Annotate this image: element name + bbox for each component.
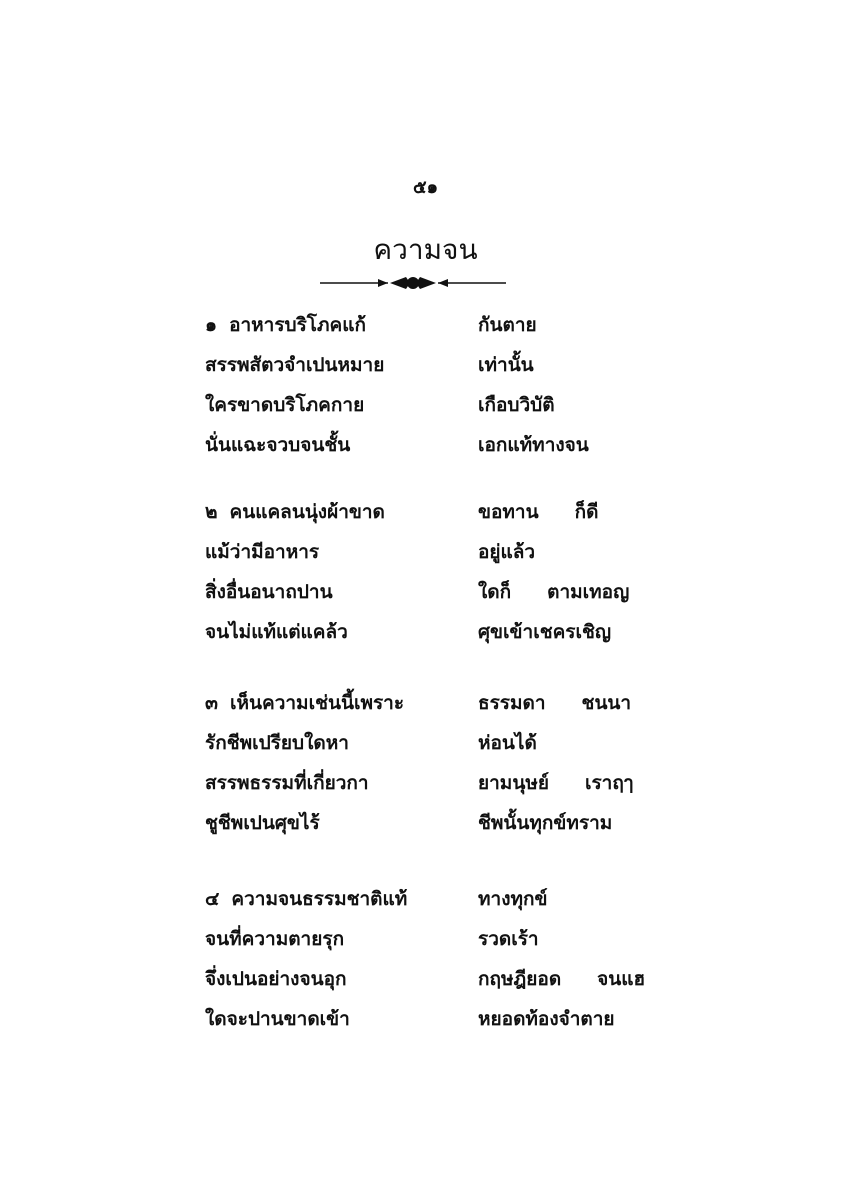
stanza-2: [0, 497, 851, 657]
verse-line: [0, 808, 851, 848]
verse-line: [0, 728, 851, 768]
verse-line: [0, 430, 851, 470]
stanza-3: [0, 688, 851, 848]
verse-right: ยามนุษย์: [478, 772, 549, 794]
verse-right: ก็ดี: [574, 501, 599, 523]
verse-right: จนแฮ: [597, 968, 646, 990]
verse-right: หยอดท้องจำตาย: [478, 1008, 615, 1030]
verse-left: ใครขาดบริโภคกาย: [205, 394, 365, 416]
verse-left: จนไม่แท้แต่แคล้ว: [205, 621, 348, 643]
verse-right: กันตาย: [478, 314, 537, 336]
verse-left: เห็นความเช่นนี้เพราะ: [230, 692, 405, 714]
stanza-number: ๔: [205, 888, 220, 910]
verse-left: จึ่งเปนอย่างจนอุก: [205, 968, 347, 990]
stanza-number: ๓: [205, 692, 218, 714]
verse-left: รักชีพเปรียบใดหา: [205, 732, 349, 754]
verse-right: เอกแท้ทางจน: [478, 434, 589, 456]
verse-line: [0, 350, 851, 390]
verse-right: กฤษฎียอด: [478, 968, 562, 990]
verse-right: ชีพนั้นทุกข์ทราม: [478, 812, 613, 834]
verse-left: ความจนธรรมชาติแท้: [231, 888, 408, 910]
verse-line: [0, 617, 851, 657]
verse-right: อยู่แล้ว: [478, 541, 536, 563]
verse-left: แม้ว่ามีอาหาร: [205, 541, 320, 563]
verse-right: ธรรมดา: [478, 692, 546, 714]
verse-line: [0, 884, 851, 924]
verse-right: เท่านั้น: [478, 354, 534, 376]
verse-right: ศุขเข้าเชครเชิญ: [478, 621, 612, 643]
verse-right: รวดเร้า: [478, 928, 539, 950]
verse-line: [0, 1004, 851, 1044]
verse-line: [0, 768, 851, 808]
verse-line: [0, 688, 851, 728]
verse-left: นั่นแฉะจวบจนชั้น: [205, 434, 351, 456]
verse-right: เกือบวิบัติ: [478, 394, 555, 416]
verse-right: เราฤๅ: [584, 772, 634, 794]
page-title: ความจน: [373, 233, 478, 266]
verse-left: คนแคลนนุ่งผ้าขาด: [229, 501, 385, 523]
stanza-4: [0, 884, 851, 1044]
verse-right: ตามเทอญ: [547, 581, 630, 603]
verse-left: สรรพธรรมที่เกี่ยวกา: [205, 772, 369, 794]
verse-right: ทางทุกข์: [478, 888, 548, 910]
verse-left: สิ่งอื่นอนาถปาน: [205, 581, 333, 603]
page-number: ๕๑: [412, 177, 439, 198]
verse-line: [0, 577, 851, 617]
stanza-number: ๑: [205, 314, 218, 336]
verse-left: ชูชีพเปนศุขไร้: [205, 812, 320, 834]
verse-line: [0, 310, 851, 350]
verse-line: [0, 964, 851, 1004]
verse-line: [0, 924, 851, 964]
verse-line: [0, 537, 851, 577]
verse-right: ชนนา: [581, 692, 632, 714]
verse-left: ใดจะปานขาดเข้า: [205, 1008, 350, 1030]
stanza-1: [0, 310, 851, 470]
stanza-number: ๒: [205, 501, 218, 523]
verse-line: [0, 390, 851, 430]
verse-left: จนที่ความตายรุก: [205, 928, 345, 950]
verse-right: ห่อนได้: [478, 732, 537, 754]
verse-right: ใดก็: [478, 581, 512, 603]
ornament-divider-icon: [318, 272, 508, 294]
verse-line: [0, 497, 851, 537]
verse-right: ขอทาน: [478, 501, 539, 523]
verse-left: อาหารบริโภคแก้: [229, 314, 366, 336]
verse-left: สรรพสัตวจำเปนหมาย: [205, 354, 385, 376]
